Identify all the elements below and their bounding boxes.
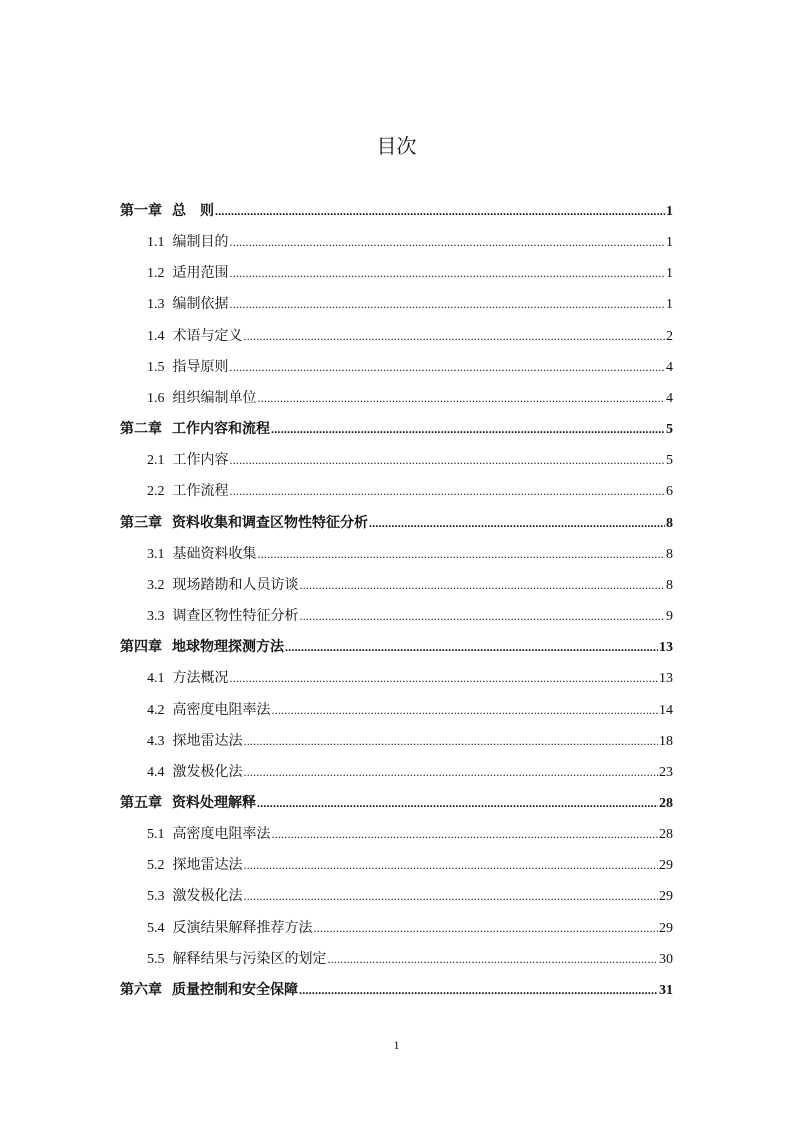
toc-section-entry[interactable]: [120, 481, 673, 512]
entry-page: 4: [666, 390, 673, 406]
dot-leader: [230, 668, 659, 688]
entry-label: 探地雷达法: [172, 732, 243, 749]
entry-page: 8: [666, 546, 673, 562]
toc-section-entry[interactable]: [120, 575, 673, 606]
dot-leader: [271, 419, 665, 439]
entry-page: 28: [659, 827, 673, 843]
entry-label: 解释结果与污染区的划定: [172, 950, 327, 967]
toc-chapter-entry[interactable]: [120, 513, 673, 544]
entry-label: 指导原则: [172, 358, 229, 375]
entry-number: 1.2: [147, 266, 165, 282]
entry-number: 1.1: [147, 235, 165, 251]
dot-leader: [257, 793, 658, 813]
dot-leader: [300, 575, 666, 595]
entry-number: 5.2: [147, 858, 165, 874]
entry-page: 8: [666, 515, 673, 531]
entry-page: 2: [666, 328, 673, 344]
table-of-contents: [120, 201, 673, 1011]
entry-label: 工作内容: [172, 452, 229, 469]
entry-number: 4.2: [147, 702, 165, 718]
dot-leader: [244, 326, 666, 346]
entry-page: 5: [666, 453, 673, 469]
entry-label: 基础资料收集: [172, 545, 257, 562]
entry-page: 1: [666, 297, 673, 313]
entry-page: 1: [666, 235, 673, 251]
entry-page: 14: [659, 702, 673, 718]
toc-section-entry[interactable]: [120, 326, 673, 357]
toc-section-entry[interactable]: [120, 388, 673, 419]
dot-leader: [369, 513, 665, 533]
entry-number: 1.3: [147, 297, 165, 313]
toc-section-entry[interactable]: [120, 762, 673, 793]
toc-section-entry[interactable]: [120, 263, 673, 294]
toc-section-entry[interactable]: [120, 668, 673, 699]
dot-leader: [244, 731, 659, 751]
dot-leader: [258, 388, 666, 408]
entry-page: 31: [659, 982, 673, 998]
dot-leader: [215, 201, 665, 221]
entry-page: 8: [666, 577, 673, 593]
entry-number: 5.5: [147, 951, 165, 967]
dot-leader: [258, 544, 666, 564]
entry-label: 编制目的: [172, 234, 229, 251]
entry-label: 质量控制和安全保障: [172, 981, 298, 998]
entry-number: 第六章: [120, 982, 162, 998]
entry-label: 工作流程: [172, 483, 229, 500]
entry-label: 地球物理探测方法: [172, 639, 284, 656]
dot-leader: [244, 886, 659, 906]
entry-page: 30: [659, 951, 673, 967]
entry-number: 5.1: [147, 827, 165, 843]
entry-number: 第三章: [120, 515, 162, 531]
entry-label: 工作内容和流程: [172, 421, 270, 438]
entry-page: 6: [666, 484, 673, 500]
toc-chapter-entry[interactable]: [120, 980, 673, 1011]
entry-page: 29: [659, 889, 673, 905]
entry-number: 5.4: [147, 920, 165, 936]
entry-number: 3.3: [147, 609, 165, 625]
entry-label: 高密度电阻率法: [172, 826, 271, 843]
entry-page: 1: [666, 266, 673, 282]
entry-label: 激发极化法: [172, 888, 243, 905]
dot-leader: [299, 980, 658, 1000]
entry-label: 编制依据: [172, 296, 229, 313]
dot-leader: [272, 824, 659, 844]
dot-leader: [230, 263, 666, 283]
dot-leader: [285, 637, 658, 657]
toc-section-entry[interactable]: [120, 357, 673, 388]
entry-number: 3.2: [147, 577, 165, 593]
entry-label: 总 则: [172, 203, 214, 219]
entry-label: 术语与定义: [172, 327, 243, 344]
entry-page: 18: [659, 733, 673, 749]
entry-number: 1.4: [147, 328, 165, 344]
entry-page: 23: [659, 764, 673, 780]
entry-page: 13: [659, 640, 673, 656]
dot-leader: [230, 232, 666, 252]
toc-section-entry[interactable]: [120, 700, 673, 731]
toc-section-entry[interactable]: [120, 949, 673, 980]
toc-section-entry[interactable]: [120, 544, 673, 575]
entry-label: 组织编制单位: [172, 389, 257, 406]
entry-number: 第一章: [120, 204, 162, 219]
dot-leader: [314, 918, 659, 938]
entry-label: 资料处理解释: [172, 794, 256, 811]
entry-label: 适用范围: [172, 265, 229, 282]
entry-number: 1.5: [147, 359, 165, 375]
page-number: 1: [393, 1038, 400, 1052]
entry-label: 资料收集和调查区物性特征分析: [172, 514, 368, 531]
entry-page: 4: [666, 359, 673, 375]
entry-number: 第二章: [120, 422, 162, 438]
dot-leader: [230, 450, 666, 470]
toc-title: 目次: [376, 134, 417, 158]
toc-section-entry[interactable]: [120, 294, 673, 325]
dot-leader: [244, 762, 659, 782]
entry-number: 1.6: [147, 390, 165, 406]
toc-section-entry[interactable]: [120, 450, 673, 481]
entry-label: 激发极化法: [172, 763, 243, 780]
toc-section-entry[interactable]: [120, 886, 673, 917]
entry-label: 高密度电阻率法: [172, 701, 271, 718]
entry-label: 反演结果解释推荐方法: [172, 919, 313, 936]
toc-chapter-entry[interactable]: [120, 419, 673, 450]
entry-number: 第五章: [120, 795, 162, 811]
entry-number: 2.2: [147, 484, 165, 500]
toc-section-entry[interactable]: [120, 918, 673, 949]
entry-label: 探地雷达法: [172, 857, 243, 874]
dot-leader: [230, 481, 666, 501]
toc-chapter-entry[interactable]: [120, 201, 673, 232]
toc-section-entry[interactable]: [120, 855, 673, 886]
entry-number: 第四章: [120, 640, 162, 656]
entry-label: 调查区物性特征分析: [172, 608, 299, 625]
entry-page: 13: [659, 671, 673, 687]
entry-page: 28: [659, 795, 673, 811]
dot-leader: [300, 606, 666, 626]
toc-section-entry[interactable]: [120, 824, 673, 855]
entry-number: 4.1: [147, 671, 165, 687]
dot-leader: [244, 855, 659, 875]
dot-leader: [230, 294, 666, 314]
entry-page: 29: [659, 858, 673, 874]
dot-leader: [272, 700, 659, 720]
toc-chapter-entry[interactable]: [120, 793, 673, 824]
entry-number: 4.4: [147, 764, 165, 780]
entry-page: 1: [666, 204, 673, 219]
entry-number: 4.3: [147, 733, 165, 749]
entry-label: 方法概况: [172, 670, 229, 687]
entry-number: 5.3: [147, 889, 165, 905]
toc-section-entry[interactable]: [120, 606, 673, 637]
toc-chapter-entry[interactable]: [120, 637, 673, 668]
entry-number: 3.1: [147, 546, 165, 562]
toc-section-entry[interactable]: [120, 232, 673, 263]
entry-page: 5: [666, 422, 673, 438]
dot-leader: [328, 949, 659, 969]
entry-number: 2.1: [147, 453, 165, 469]
entry-page: 29: [659, 920, 673, 936]
toc-section-entry[interactable]: [120, 731, 673, 762]
entry-page: 9: [666, 609, 673, 625]
dot-leader: [230, 357, 666, 377]
entry-label: 现场踏勘和人员访谈: [172, 576, 299, 593]
